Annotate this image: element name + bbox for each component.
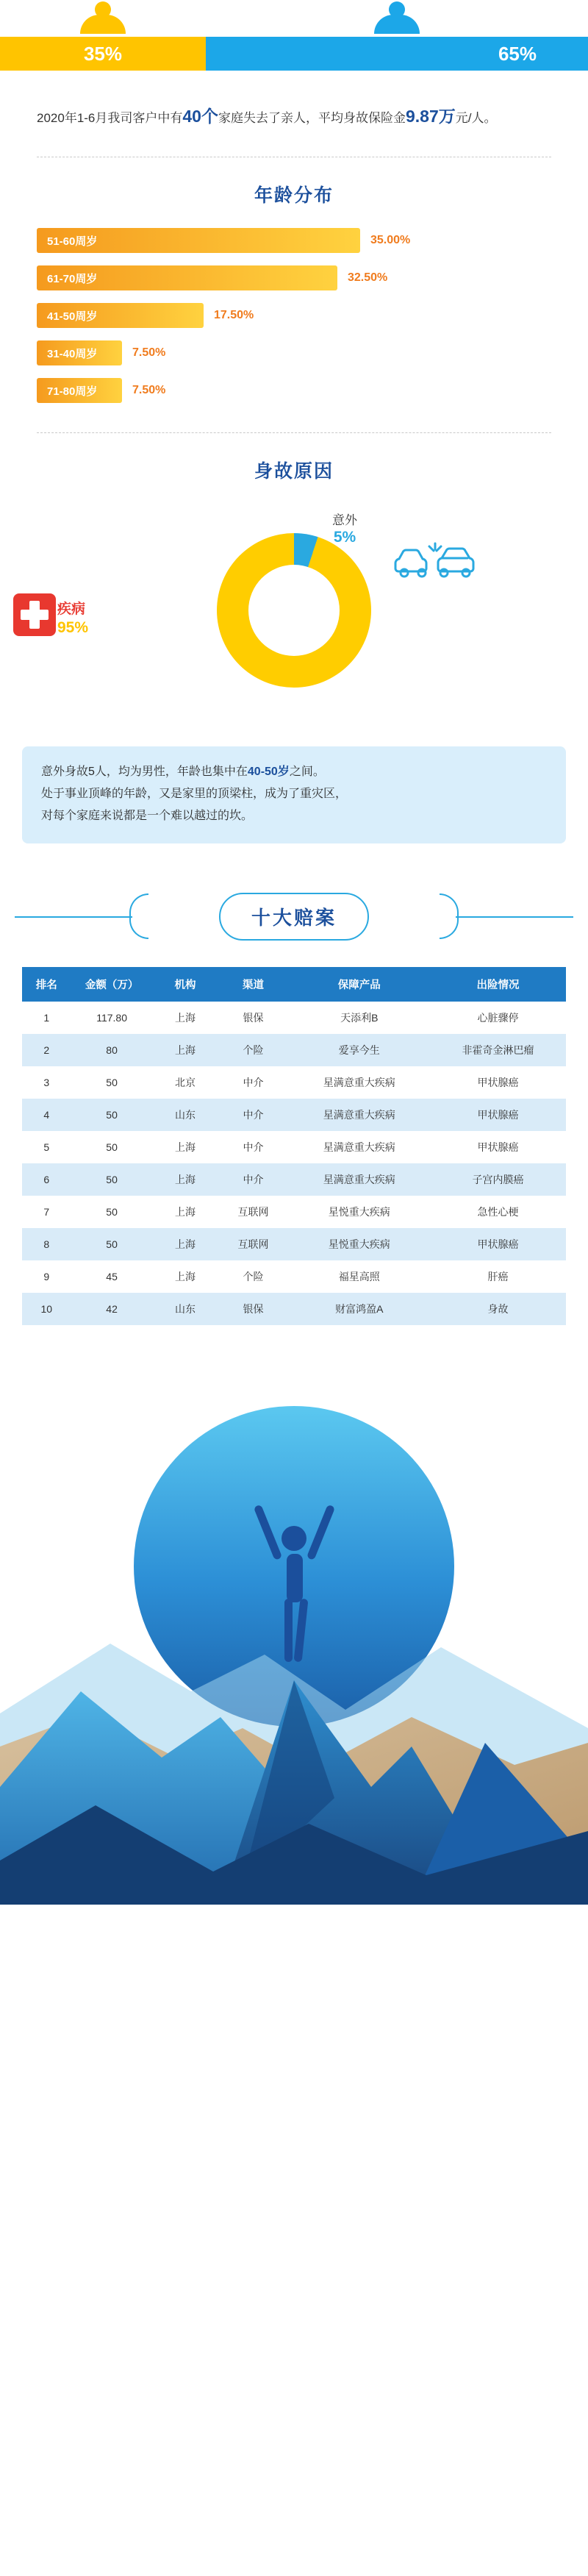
heading-rule-right xyxy=(456,916,573,918)
age-row xyxy=(37,378,551,403)
age-row xyxy=(37,303,551,328)
cell-channel: 银保 xyxy=(218,1002,288,1034)
cell-cause: 心脏骤停 xyxy=(430,1002,566,1034)
note-line-2: 处于事业顶峰的年龄，又是家里的顶梁柱，成为了重灾区， xyxy=(41,788,348,800)
cell-branch: 上海 xyxy=(153,1196,218,1228)
age-bar-label: 41-50周岁 xyxy=(37,303,204,328)
age-bar-value: 17.50% xyxy=(214,309,254,321)
column-header-amount: 金额（万） xyxy=(71,967,153,1002)
column-header-rank: 排名 xyxy=(22,967,71,1002)
cell-amount: 117.80 xyxy=(71,1002,153,1034)
cell-product: 星满意重大疾病 xyxy=(289,1163,430,1196)
illness-value: 95% xyxy=(57,618,89,636)
cause-donut-chart xyxy=(0,496,588,739)
age-bar-value: 32.50% xyxy=(348,271,388,284)
cell-rank: 4 xyxy=(22,1099,71,1131)
intro-paragraph xyxy=(37,103,551,132)
cell-branch: 上海 xyxy=(153,1034,218,1066)
age-bar-label: 51-60周岁 xyxy=(37,228,360,253)
cell-cause: 甲状腺癌 xyxy=(430,1228,566,1260)
cell-rank: 5 xyxy=(22,1131,71,1163)
cell-amount: 45 xyxy=(71,1260,153,1293)
cell-channel: 中介 xyxy=(218,1131,288,1163)
age-bar-label: 71-80周岁 xyxy=(37,378,122,403)
donut-ring xyxy=(217,533,371,688)
cell-channel: 互联网 xyxy=(218,1228,288,1260)
cell-product: 星满意重大疾病 xyxy=(289,1066,430,1099)
intro-count: 40个 xyxy=(182,107,218,126)
table-row xyxy=(22,1131,566,1163)
cell-cause: 肝癌 xyxy=(430,1260,566,1293)
column-header-cause: 出险情况 xyxy=(430,967,566,1002)
cell-rank: 9 xyxy=(22,1260,71,1293)
age-row xyxy=(37,265,551,290)
heading-rule-left xyxy=(15,916,132,918)
cell-amount: 50 xyxy=(71,1099,153,1131)
divider-middle xyxy=(37,432,551,433)
age-bar-value: 7.50% xyxy=(132,346,166,359)
cell-channel: 互联网 xyxy=(218,1196,288,1228)
summit-illustration xyxy=(0,1346,588,1905)
table-row xyxy=(22,1228,566,1260)
cell-cause: 急性心梗 xyxy=(430,1196,566,1228)
cell-branch: 上海 xyxy=(153,1131,218,1163)
note-line-1 xyxy=(41,761,547,783)
cell-product: 爱享今生 xyxy=(289,1034,430,1066)
accident-label: 意外 xyxy=(332,513,357,527)
age-bar-value: 7.50% xyxy=(132,384,166,396)
illness-label: 疾病 xyxy=(57,602,86,617)
intro-suffix: 元/人。 xyxy=(455,111,497,125)
cell-channel: 个险 xyxy=(218,1034,288,1066)
cell-channel: 中介 xyxy=(218,1066,288,1099)
intro-middle: 家庭失去了亲人，平均身故保险金 xyxy=(218,111,406,125)
cell-cause: 甲状腺癌 xyxy=(430,1099,566,1131)
cell-product: 星满意重大疾病 xyxy=(289,1131,430,1163)
column-header-channel: 渠道 xyxy=(218,967,288,1002)
table-row xyxy=(22,1099,566,1131)
table-row xyxy=(22,1260,566,1293)
medical-cross-icon xyxy=(13,593,56,636)
cell-amount: 42 xyxy=(71,1293,153,1325)
cause-section-title: 身故原因 xyxy=(254,461,334,482)
age-section-title: 年龄分布 xyxy=(254,185,334,206)
cell-amount: 50 xyxy=(71,1228,153,1260)
accident-callout xyxy=(332,513,357,548)
cell-rank: 6 xyxy=(22,1163,71,1196)
intro-amount: 9.87万 xyxy=(405,107,456,126)
heading-bracket-right xyxy=(440,893,459,939)
split-icon-left-cell xyxy=(0,1,206,34)
cell-branch: 上海 xyxy=(153,1228,218,1260)
table-header-row xyxy=(22,967,566,1002)
column-header-product: 保障产品 xyxy=(289,967,430,1002)
table-row xyxy=(22,1066,566,1099)
cell-branch: 上海 xyxy=(153,1002,218,1034)
note-line-3: 对每个家庭来说都是一个难以越过的坎。 xyxy=(41,810,254,822)
cell-channel: 中介 xyxy=(218,1099,288,1131)
table-row xyxy=(22,1002,566,1034)
cell-product: 天添利B xyxy=(289,1002,430,1034)
cell-rank: 2 xyxy=(22,1034,71,1066)
cell-channel: 中介 xyxy=(218,1163,288,1196)
top-claims-heading xyxy=(0,885,588,948)
cell-product: 福星高照 xyxy=(289,1260,430,1293)
age-bar-label: 61-70周岁 xyxy=(37,265,337,290)
car-crash-icon xyxy=(390,539,478,583)
person-icon-blue xyxy=(371,1,423,34)
age-distribution-chart xyxy=(37,228,551,403)
illness-callout xyxy=(57,601,88,638)
summit-illustration-svg xyxy=(0,1346,588,1905)
accident-value: 5% xyxy=(333,529,356,546)
analysis-note xyxy=(22,746,566,843)
split-bar-right-label: 65% xyxy=(206,37,588,71)
age-bar-value: 35.00% xyxy=(370,234,411,246)
table-row xyxy=(22,1293,566,1325)
cell-branch: 北京 xyxy=(153,1066,218,1099)
heading-bracket-left xyxy=(129,893,148,939)
cell-channel: 银保 xyxy=(218,1293,288,1325)
top-claims-table xyxy=(22,967,566,1325)
age-bar-label: 31-40周岁 xyxy=(37,340,122,365)
top-claims-table-wrap xyxy=(22,967,566,1325)
cell-amount: 50 xyxy=(71,1131,153,1163)
split-bar xyxy=(0,37,588,71)
cell-rank: 3 xyxy=(22,1066,71,1099)
cell-branch: 山东 xyxy=(153,1099,218,1131)
cell-amount: 50 xyxy=(71,1196,153,1228)
cell-cause: 甲状腺癌 xyxy=(430,1131,566,1163)
cell-branch: 上海 xyxy=(153,1260,218,1293)
note-line1-c: 之间。 xyxy=(289,766,325,778)
gender-split-block xyxy=(0,0,588,71)
table-row xyxy=(22,1196,566,1228)
cell-product: 财富鸿盈A xyxy=(289,1293,430,1325)
split-icons-row xyxy=(0,0,588,34)
cell-rank: 8 xyxy=(22,1228,71,1260)
age-row xyxy=(37,228,551,253)
cell-product: 星悦重大疾病 xyxy=(289,1228,430,1260)
cell-rank: 7 xyxy=(22,1196,71,1228)
cell-rank: 10 xyxy=(22,1293,71,1325)
cell-cause: 非霍奇金淋巴瘤 xyxy=(430,1034,566,1066)
cell-branch: 山东 xyxy=(153,1293,218,1325)
cell-cause: 子宫内膜癌 xyxy=(430,1163,566,1196)
column-header-branch: 机构 xyxy=(153,967,218,1002)
note-line1-a: 意外身故5人，均为男性，年龄也集中在 xyxy=(41,766,248,778)
cell-amount: 80 xyxy=(71,1034,153,1066)
age-row xyxy=(37,340,551,365)
cell-cause: 身故 xyxy=(430,1293,566,1325)
table-row xyxy=(22,1034,566,1066)
cell-branch: 上海 xyxy=(153,1163,218,1196)
cell-product: 星悦重大疾病 xyxy=(289,1196,430,1228)
split-bar-left-label: 35% xyxy=(0,37,206,71)
split-icon-right-cell xyxy=(206,1,588,34)
cell-amount: 50 xyxy=(71,1066,153,1099)
person-icon-yellow xyxy=(77,1,129,34)
note-line1-highlight: 40-50岁 xyxy=(247,766,290,778)
cell-channel: 个险 xyxy=(218,1260,288,1293)
cell-amount: 50 xyxy=(71,1163,153,1196)
cell-product: 星满意重大疾病 xyxy=(289,1099,430,1131)
top-claims-heading-label: 十大赔案 xyxy=(219,893,369,941)
cell-rank: 1 xyxy=(22,1002,71,1034)
table-row xyxy=(22,1163,566,1196)
cell-cause: 甲状腺癌 xyxy=(430,1066,566,1099)
intro-prefix: 2020年1-6月我司客户中有 xyxy=(37,111,183,125)
